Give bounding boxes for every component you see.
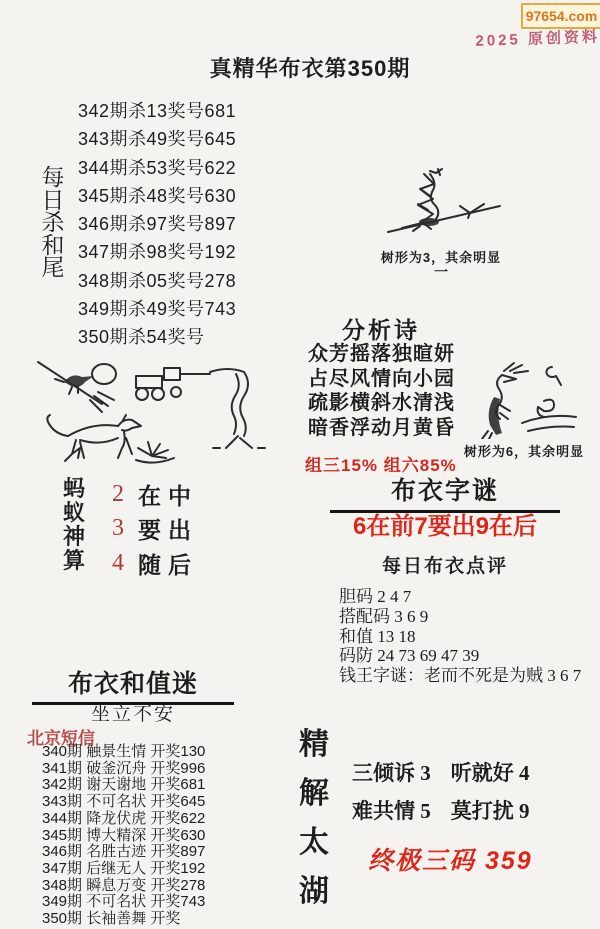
crane-tree-6-sketch-icon <box>466 357 580 439</box>
sms-row: 344期 降龙伏虎 开奖622 <box>42 809 206 827</box>
tree6-caption: 树形为6，其余明显 <box>463 444 585 459</box>
hezhi-riddle-answer: 坐立不安 <box>90 704 175 725</box>
kill-row: 343期杀49奖号645 <box>78 129 237 150</box>
taihu-final-codes: 终极三码 359 <box>368 847 533 875</box>
poem-line: 众芳摇落独暄妍 <box>308 343 455 365</box>
sms-row: 350期 长袖善舞 开奖 <box>42 910 181 928</box>
oracle-number: 2 <box>112 480 124 507</box>
comment-line: 码防 24 73 69 47 39 <box>339 646 480 666</box>
taihu-phrase: 难共情 5 <box>352 799 431 823</box>
oracle-text: 在中 <box>138 483 198 509</box>
kill-row: 349期杀49奖号743 <box>78 299 237 320</box>
hezhi-riddle-title: 布衣和值迷 <box>32 664 234 705</box>
beijing-sms-label: 北京短信 <box>27 729 95 748</box>
buyi-riddle-hint: 6在前7要出9在后 <box>352 513 538 540</box>
group-ratio: 组三15% 组六85% <box>305 456 457 475</box>
site-link[interactable]: 97654.com <box>521 3 600 29</box>
kill-row: 346期杀97奖号897 <box>78 214 237 235</box>
taihu-phrase: 听就好 4 <box>450 761 530 785</box>
daily-kill-vertical-label: 每 日 杀 和 尾 <box>41 165 65 280</box>
sms-row: 341期 破釜沉舟 开奖996 <box>42 759 206 777</box>
buyi-riddle-title: 布衣字谜 <box>330 471 560 513</box>
oracle-number: 3 <box>112 515 124 542</box>
sms-row: 345期 博大精深 开奖630 <box>42 826 206 844</box>
poem-line: 疏影横斜水清浅 <box>308 392 455 415</box>
ant-oracle-vertical-label: 蚂 蚁 神 算 <box>62 476 85 573</box>
ant-oracle-row <box>100 546 198 581</box>
kill-row: 345期杀48奖号630 <box>78 185 237 206</box>
tree-shape-3-sketch-icon <box>372 168 510 246</box>
kill-row: 342期杀13奖号681 <box>78 101 237 121</box>
taihu-phrase-grid <box>352 757 530 825</box>
poem-line: 暗香浮动月黄昏 <box>308 416 455 439</box>
sms-row: 340期 触景生情 开奖130 <box>42 743 206 760</box>
kill-row: 347期杀98奖号192 <box>78 242 237 263</box>
daily-comment-list <box>339 587 581 686</box>
poem-line: 占尽风情向小园 <box>308 367 455 390</box>
taihu-phrase: 三倾诉 3 <box>352 761 431 785</box>
sms-row: 349期 不可名状 开奖743 <box>42 893 206 911</box>
ant-oracle-row <box>100 477 198 512</box>
oracle-text: 随后 <box>138 552 198 578</box>
poem-title: 分析诗 <box>342 318 420 343</box>
ant-oracle-row <box>100 512 198 547</box>
oracle-text: 要出 <box>138 518 198 544</box>
kill-row: 348期杀05奖号278 <box>78 270 237 291</box>
poem-lines <box>308 342 455 440</box>
sms-row: 347期 后继无人 开奖192 <box>42 859 206 877</box>
oracle-number: 4 <box>112 549 124 576</box>
comment-line: 胆码 2 4 7 <box>339 587 412 606</box>
sms-row: 343期 不可名状 开奖645 <box>42 793 206 811</box>
sms-row: 342期 谢天谢地 开奖681 <box>42 776 206 794</box>
daily-kill-list <box>78 97 236 352</box>
sms-row: 348期 瞬息万变 开奖278 <box>42 876 206 894</box>
sms-row: 346期 名胜古迹 开奖897 <box>42 843 206 861</box>
tree3-dash: 一 <box>434 264 448 280</box>
kill-row: 344期杀53奖号622 <box>78 157 237 178</box>
comment-line: 搭配码 3 6 9 <box>339 606 429 626</box>
beijing-sms-list <box>42 744 205 928</box>
taihu-phrase: 莫打扰 9 <box>450 799 530 823</box>
daily-comment-title: 每日布衣点评 <box>381 556 508 577</box>
page-title: 真精华布衣第350期 <box>209 56 411 81</box>
comment-line: 钱王字谜：老而不死是为贼 3 6 7 <box>339 666 582 686</box>
ant-oracle-rows <box>100 477 198 581</box>
year-note: 2025 原创资料 <box>475 28 600 50</box>
tree3-caption: 树形为3，其余明显 <box>380 250 502 265</box>
kill-row: 350期杀54奖号 <box>78 327 205 348</box>
comment-line: 和值 13 18 <box>339 626 416 646</box>
dog-tree-cart-sketch-icon <box>32 356 294 478</box>
taihu-vertical-label: 精 解 太 湖 <box>299 728 329 908</box>
